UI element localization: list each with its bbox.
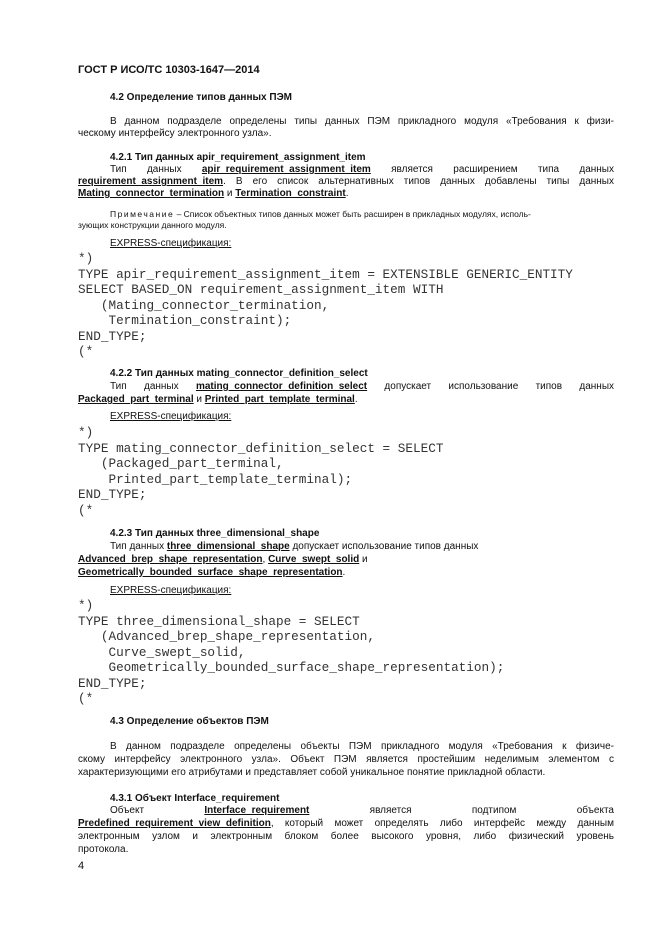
section-4-2-2-line-2 — [78, 394, 614, 406]
entity-ref: Predefined_requirement_view_definition — [78, 818, 271, 829]
section-4-2-1-line-2 — [78, 176, 614, 188]
entity-ref: Mating_connector_termination — [78, 188, 225, 199]
section-4-3-1-title: 4.3.1 Объект Interface_requirement — [110, 793, 280, 804]
section-4-2-1-line-1 — [78, 164, 614, 176]
text: допускает использование типов данных — [367, 381, 615, 392]
section-4-3-1-line-1 — [78, 805, 614, 817]
note-line-1 — [78, 209, 614, 220]
section-4-3-1-line-4: протокола. — [78, 844, 129, 855]
text: . — [354, 394, 358, 405]
text: . — [342, 567, 346, 578]
express-label-3: EXPRESS-спецификация: — [110, 585, 232, 596]
text: Объект — [110, 805, 205, 816]
text: В данном подразделе определены типы данных ПЭМ прикладного модуля «Требования к физи- — [110, 116, 614, 127]
section-4-2-1-line-3 — [78, 188, 614, 200]
entity-ref: mating_connector_definition_select — [195, 381, 368, 392]
entity-ref: Geometrically_bounded_surface_shape_representation — [78, 567, 343, 578]
document-header: ГОСТ Р ИСО/ТС 10303-1647—2014 — [78, 64, 260, 76]
section-4-2-3-line-2 — [78, 554, 614, 566]
section-4-2-3-title: 4.2.3 Тип данных three_dimensional_shape — [110, 528, 320, 539]
express-label-1: EXPRESS-спецификация: — [110, 238, 232, 249]
entity-ref: Interface_requirement — [204, 805, 310, 816]
entity-ref: Advanced_brep_shape_representation — [78, 554, 263, 565]
note-line-2: зующих конструкции данного модуля. — [78, 220, 227, 230]
entity-ref: Termination_constraint — [235, 188, 346, 199]
text: является расширением типа данных — [370, 164, 614, 175]
section-4-3-line-2: скому интерфейсу электронного узла». Объект ПЭМ является простейшим неделимым элементом с — [78, 754, 614, 765]
text: и — [359, 554, 368, 565]
section-4-2-3-line-1 — [78, 541, 614, 553]
section-4-3-1-line-3: электронным узлом и электронным блоком более высокого уровня, либо физический уровень — [78, 831, 614, 842]
text: Тип данных — [110, 381, 196, 392]
text: – Список объектных типов данных может быть расширен в прикладных модулях, исполь- — [174, 209, 531, 219]
text: В данном подразделе определены объекты ПЭМ прикладного модуля «Требования к физиче- — [110, 741, 614, 752]
section-4-2-title: 4.2 Определение типов данных ПЭМ — [110, 92, 293, 103]
note-label: Примечание — [110, 209, 175, 219]
section-4-3-1-line-2 — [78, 818, 614, 830]
section-4-2-2-line-1 — [78, 381, 614, 393]
entity-ref: three_dimensional_shape — [166, 541, 290, 552]
section-4-2-3-line-3 — [78, 567, 614, 579]
text: и — [224, 188, 236, 199]
section-4-2-intro-line-2: ческому интерфейсу электронного узла». — [78, 128, 272, 139]
text: является подтипом объекта — [309, 805, 614, 816]
section-4-3-line-1 — [78, 741, 614, 753]
text: допускает использование типов данных — [289, 541, 479, 552]
text: Тип данных — [110, 164, 202, 175]
section-4-2-2-title: 4.2.2 Тип данных mating_connector_definition_select — [110, 368, 368, 379]
text: и — [193, 394, 205, 405]
entity-ref: Packaged_part_terminal — [78, 394, 194, 405]
page-number: 4 — [78, 860, 85, 872]
entity-ref: Curve_swept_solid — [268, 554, 360, 565]
entity-ref: apir_requirement_assignment_item — [201, 164, 371, 175]
entity-ref: requirement_assignment_item — [78, 176, 224, 187]
section-4-2-1-title: 4.2.1 Тип данных apir_requirement_assignment_item — [110, 152, 366, 163]
text: , который может определять либо интерфейс между данным — [270, 818, 614, 829]
section-4-3-line-3: характеризующими его атрибутами и представляет собой уникальное понятие прикладной области. — [78, 767, 546, 778]
express-code-1: *) TYPE apir_requirement_assignment_item = EXTENSIBLE GENERIC_ENTITY SELECT BASED_ON requirement_assignment_item WITH (Mating_connector_termination, Termination_constraint); END_TYPE; (* — [78, 251, 573, 359]
express-code-3: *) TYPE three_dimensional_shape = SELECT (Advanced_brep_shape_representation, Curve_swept_solid, Geometrically_bounded_surface_shape_representation); END_TYPE; (* — [78, 598, 505, 706]
section-4-3-title: 4.3 Определение объектов ПЭМ — [110, 716, 269, 727]
text: . В его список альтернативных типов данных добавлены типы данных — [223, 176, 614, 187]
express-label-2: EXPRESS-спецификация: — [110, 411, 232, 422]
text: Тип данных — [110, 541, 167, 552]
text: . — [345, 188, 349, 199]
text: , — [262, 554, 269, 565]
express-code-2: *) TYPE mating_connector_definition_select = SELECT (Packaged_part_terminal, Printed_part_template_terminal); END_TYPE; (* — [78, 425, 444, 518]
entity-ref: Printed_part_template_terminal — [204, 394, 355, 405]
section-4-2-intro-line-1 — [78, 116, 614, 128]
